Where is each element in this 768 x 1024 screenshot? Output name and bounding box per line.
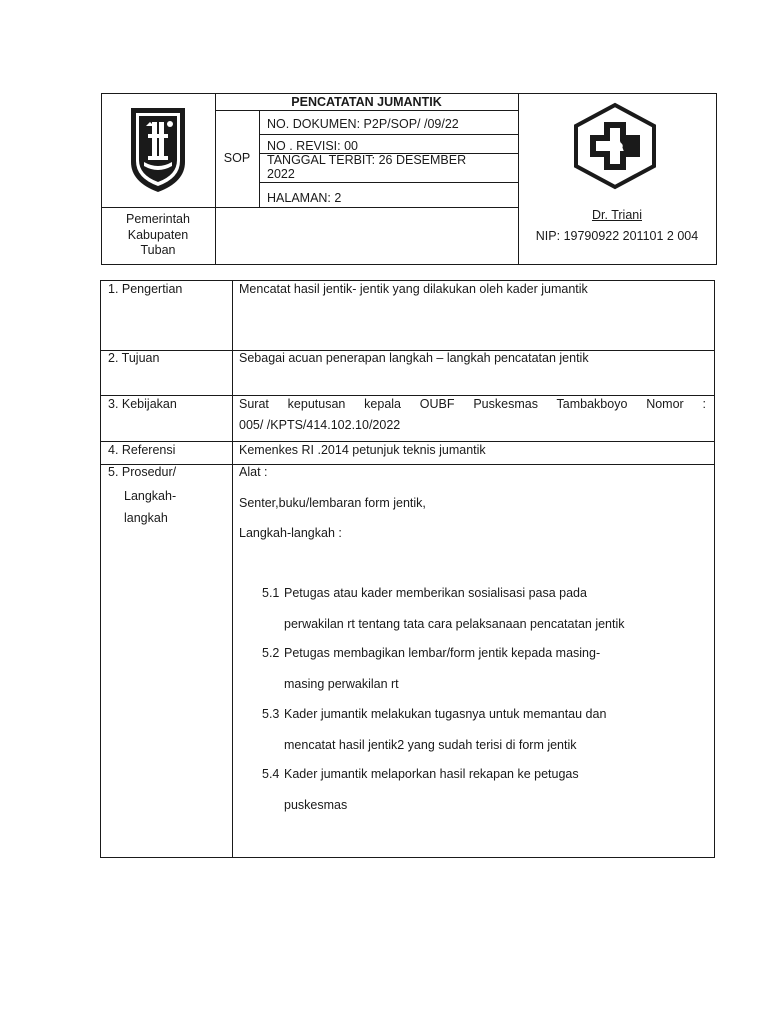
org-line3: Tuban (140, 243, 176, 257)
step-line: perwakilan rt tentang tata cara pelaksanaan pencatatan jentik (284, 617, 625, 631)
row-content-referensi: Kemenkes RI .2014 petunjuk teknis jumantik (239, 443, 486, 457)
row-label-kebijakan: 3. Kebijakan (108, 397, 177, 411)
row-label-prosedur-line3: langkah (124, 511, 168, 525)
issue-date-line2: 2022 (267, 167, 295, 181)
step-number: 5.4 (262, 767, 280, 781)
step-line: Petugas atau kader memberikan sosialisasi pasa pada (284, 586, 587, 600)
document-title: PENCATATAN JUMANTIK (291, 95, 442, 109)
regency-crest-icon (128, 104, 188, 194)
step-line: Kader jumantik melakukan tugasnya untuk memantau dan (284, 707, 607, 721)
signer-nip: NIP: 19790922 201101 2 004 (535, 229, 699, 243)
revision-number: NO . REVISI: 00 (267, 139, 359, 153)
alat-heading: Alat : (239, 465, 268, 479)
org-line2: Kabupaten (127, 228, 189, 242)
row-label-referensi: 4. Referensi (108, 443, 176, 457)
health-cross-emblem-icon (570, 102, 660, 190)
step-number: 5.2 (262, 646, 280, 660)
row-content-kebijakan-line2: 005/ /KPTS/414.102.10/2022 (239, 418, 401, 432)
page-number: HALAMAN: 2 (267, 191, 342, 205)
row-content-tujuan: Sebagai acuan penerapan langkah – langkah pencatatan jentik (239, 351, 589, 365)
row-label-prosedur-line1: 5. Prosedur/ (108, 465, 177, 479)
row-label-pengertian: 1. Pengertian (108, 282, 183, 296)
step-number: 5.3 (262, 707, 280, 721)
document-number: NO. DOKUMEN: P2P/SOP/ /09/22 (267, 117, 459, 131)
row-label-tujuan: 2. Tujuan (108, 351, 160, 365)
org-line1: Pemerintah (126, 212, 190, 226)
step-line: Kader jumantik melaporkan hasil rekapan ke petugas (284, 767, 579, 781)
alat-items: Senter,buku/lembaran form jentik, (239, 496, 426, 510)
signer-name: Dr. Triani (591, 208, 642, 222)
langkah-heading: Langkah-langkah : (239, 526, 342, 540)
step-line: masing perwakilan rt (284, 677, 399, 691)
step-line: puskesmas (284, 798, 348, 812)
issue-date-line1: TANGGAL TERBIT: 26 DESEMBER (267, 153, 467, 167)
row-content-pengertian: Mencatat hasil jentik- jentik yang dilakukan oleh kader jumantik (239, 282, 588, 296)
step-line: mencatat hasil jentik2 yang sudah terisi di form jentik (284, 738, 577, 752)
row-content-kebijakan-line1: Surat keputusan kepala OUBF Puskesmas Tambakboyo Nomor : (239, 397, 706, 411)
row-label-prosedur-line2: Langkah- (124, 489, 177, 503)
sop-label: SOP (223, 151, 251, 165)
step-line: Petugas membagikan lembar/form jentik kepada masing- (284, 646, 601, 660)
step-number: 5.1 (262, 586, 280, 600)
